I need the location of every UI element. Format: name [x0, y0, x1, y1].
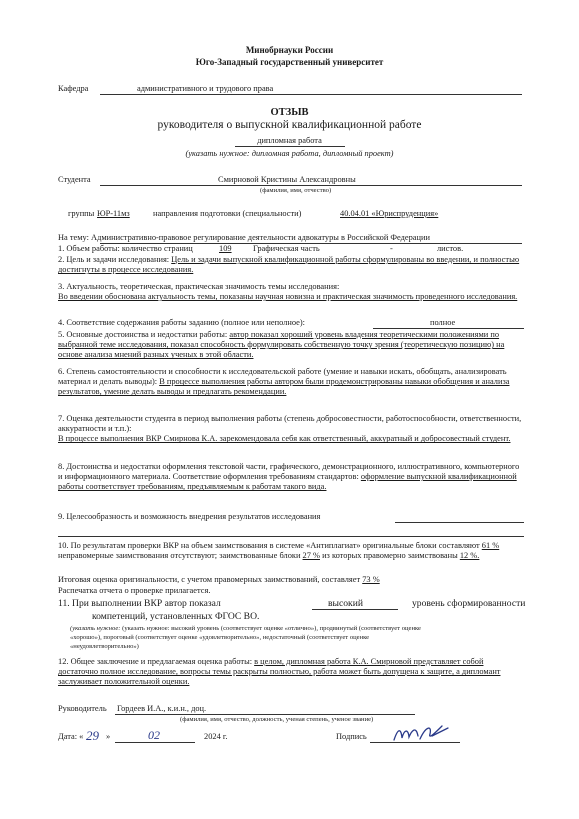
- item-6: 6. Степень самостоятельности и способности к исследовательской работе (умение и навыки искать, обобщать, анализировать материал и делать выводы): В процессе выполнения работы автором были продемонстрированы навыки обобщения и анализа результатов, умение делать выводы и предлагать рекомендации.: [58, 367, 510, 397]
- item-10: 10. По результатам проверки ВКР на объем заимствования в системе «Антиплагиат» оригинальные блоки составляют 61 % неправомерные заимствования отсутствуют; заимствованные блоки 27 % из которых правомерно заимствованы 12 %.: [58, 541, 500, 561]
- item-1-pages: 109: [219, 244, 232, 253]
- item-11-hint-3: «неудовлетворительно»): [70, 643, 139, 650]
- doc-subtitle: руководителя о выпускной квалификационной работе: [157, 119, 422, 131]
- group-value: ЮР-11мз: [97, 209, 130, 218]
- item-11-label: 11. При выполнении ВКР автор показал: [58, 598, 221, 609]
- item-11-level: уровень сформированности: [412, 598, 526, 609]
- item-2: 2. Цель и задачи исследования: Цель и задачи выпускной квалификационной работы сформулированы во введении, и полностью достигнуты в процессе исследования.: [58, 255, 520, 275]
- direction-value: 40.04.01 «Юриспруденция»: [340, 209, 439, 218]
- item-11-hint-1: (указать нужное: (указать нужное: высокий уровень (соответствует оценке «отлично»), продвинутый (соответствует оценке: [70, 625, 421, 632]
- university: Юго-Западный государственный университет: [195, 57, 384, 67]
- item-1-sheets: листов.: [437, 244, 464, 253]
- supervisor-caption: (фамилия, имя, отчество, должность, ученая степень, ученое звание): [180, 716, 374, 723]
- item-1-label: 1. Объем работы: количество страниц: [58, 244, 193, 253]
- date-mid: »: [106, 732, 111, 741]
- date-label: Дата: «: [58, 732, 84, 741]
- date-day: 29: [86, 728, 99, 743]
- item-3: 3. Актуальность, теоретическая, практическая значимость темы исследования: Во введении обоснована актуальность темы, показаны научная новизна и практическая значимость проведенного исследования.: [58, 282, 518, 302]
- item-4-label: 4. Соответствие содержания работы заданию (полное или неполное):: [58, 318, 305, 327]
- date-month: 02: [148, 728, 160, 742]
- work-type-hint: (указать нужное: дипломная работа, дипломный проект): [185, 149, 394, 158]
- group-label: группы: [68, 209, 95, 218]
- item-11-competences: компетенций, установленных ФГОС ВО.: [92, 611, 260, 622]
- item-4-value: полное: [430, 318, 456, 327]
- work-type: дипломная работа: [257, 136, 322, 145]
- item-1-graphic: Графическая часть: [253, 244, 320, 253]
- student-value: Смирновой Кристины Александровны: [218, 175, 356, 184]
- item-10-printout: Распечатка отчета о проверке прилагается.: [58, 586, 211, 595]
- dept-label: Кафедра: [58, 84, 89, 93]
- item-10-total: Итоговая оценка оригинальности, с учетом правомерных заимствований, составляет 73 %: [58, 575, 380, 584]
- item-1-dash: -: [390, 244, 393, 253]
- item-11-hint-2: «хорошо»), пороговый (соответствует оценке «удовлетворительно», недостаточный (соответствует оценке: [70, 634, 370, 641]
- item-5: 5. Основные достоинства и недостатки работы: автор показал хороший уровень владения теоретическими положениями по выбранной теме исследования, показал способность формулировать собственную точку зрения (теоретическую позицию) на основе анализа мнений разных ученых в этой области.: [58, 330, 505, 360]
- topic: На тему: Административно-правовое регулирование деятельности адвокатуры в Российской Федерации: [58, 233, 430, 242]
- dept-value: административного и трудового права: [137, 84, 274, 93]
- date-year: 2024 г.: [204, 732, 228, 741]
- ministry: Минобрнауки России: [245, 45, 334, 55]
- item-8: 8. Достоинства и недостатки оформления текстовой части, графического, демонстрационного, иллюстративного, компьютерного и информационного материала. Соответствие оформления требованиям стандартов: оформление выпускной квалификационной работы соответствует требованиям, предъявляемым к работам такого вида.: [58, 462, 520, 492]
- sign-label: Подпись: [336, 732, 367, 741]
- student-label: Студента: [58, 175, 91, 184]
- supervisor-value: Гордеев И.А., к.и.н., доц.: [117, 704, 207, 713]
- item-7: 7. Оценка деятельности студента в период выполнения работы (степень добросовестности, работоспособности, ответственности, аккуратности и т.п.): В процессе выполнения ВКР Смирнова К.А. зарекомендовала себя как ответственный, аккуратный и добросовестный студент.: [58, 414, 522, 444]
- doc-title: ОТЗЫВ: [270, 107, 309, 118]
- student-caption: (фамилия, имя, отчество): [260, 187, 332, 194]
- direction-label: направления подготовки (специальности): [153, 209, 302, 218]
- item-12: 12. Общее заключение и предлагаемая оценка работы: в целом, дипломная работа К.А. Смирновой представляет собой достаточно полное исследование, вопросы темы раскрыты полностью, работа может быть допущена к защите, а дипломант заслуживает положительной оценки.: [58, 657, 501, 687]
- item-9: 9. Целесообразность и возможность внедрения результатов исследования: [58, 512, 321, 521]
- supervisor-label: Руководитель: [58, 704, 107, 713]
- signature-icon: [392, 722, 452, 746]
- item-11-value: высокий: [328, 598, 363, 609]
